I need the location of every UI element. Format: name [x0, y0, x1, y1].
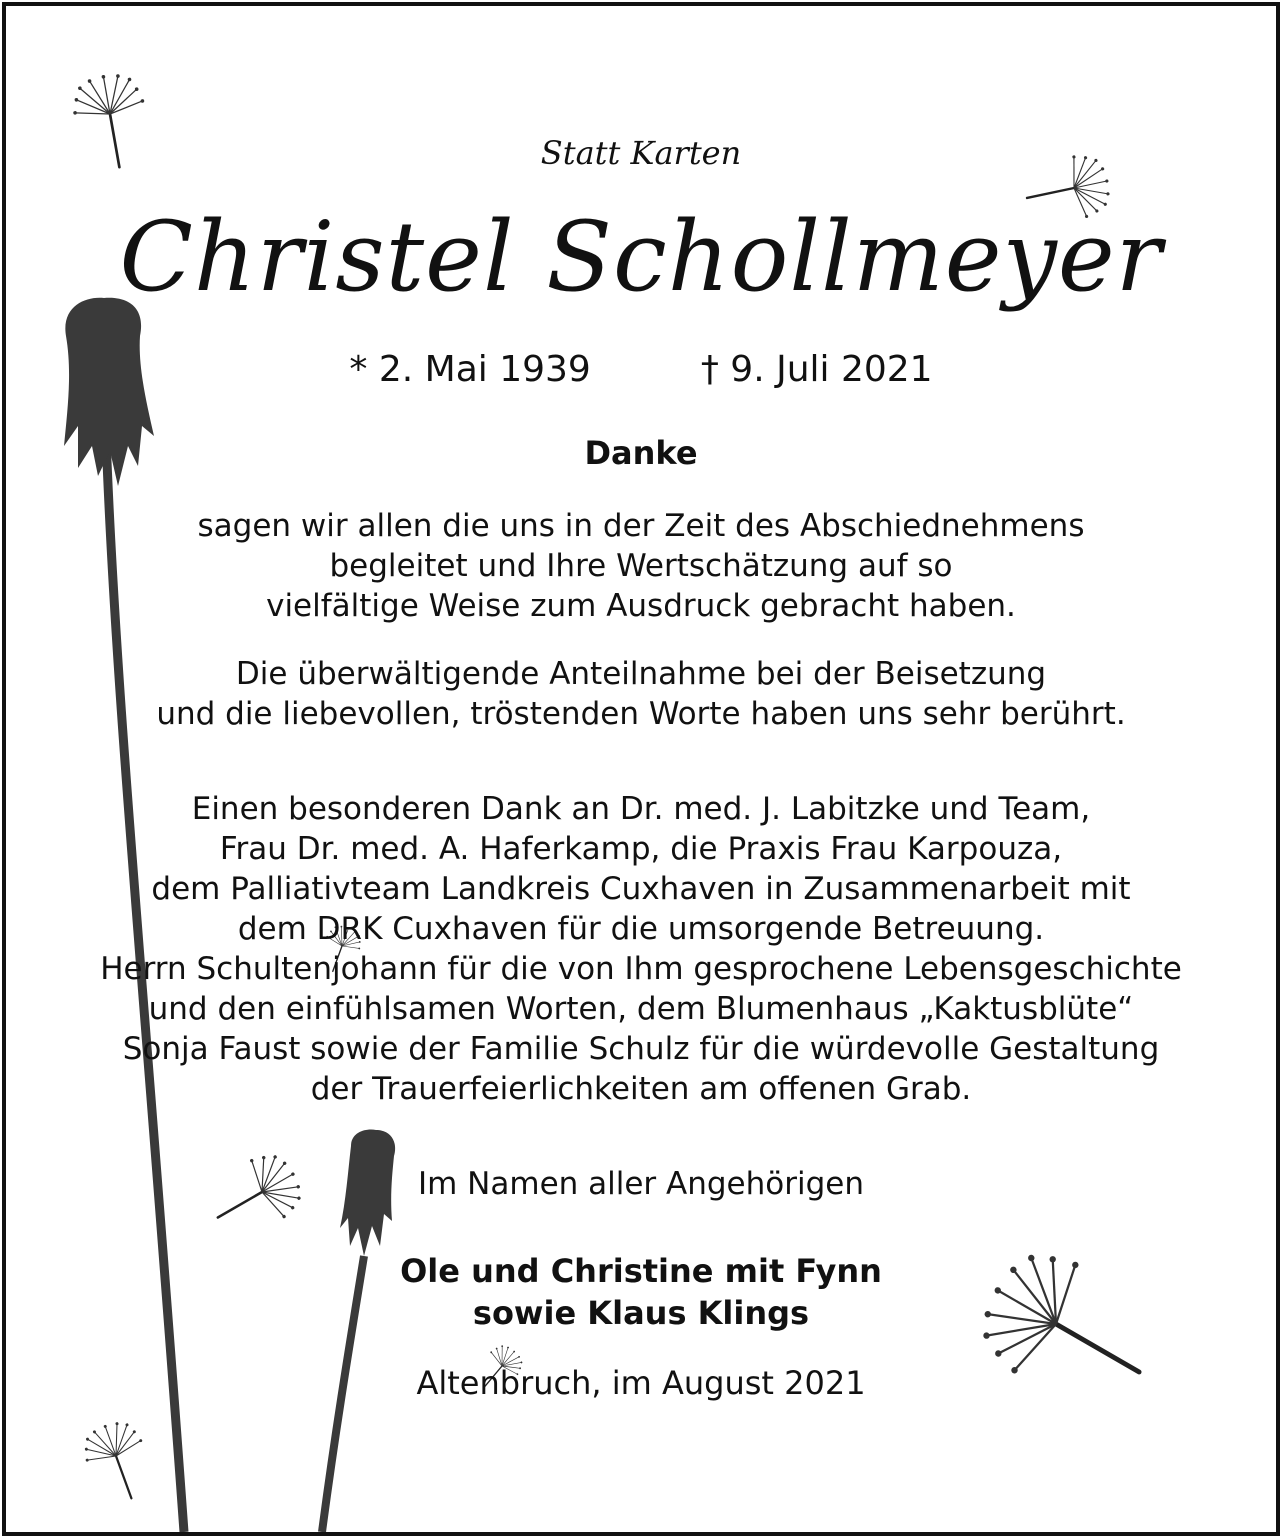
text-line: Frau Dr. med. A. Haferkamp, die Praxis Frau Karpouza, [219, 831, 1063, 867]
text-line: dem Palliativteam Landkreis Cuxhaven in Zusammenarbeit mit [151, 871, 1131, 907]
text-line: dem DRK Cuxhaven für die umsorgende Betreuung. [237, 911, 1045, 947]
life-dates [6, 349, 1276, 390]
paragraph-2 [6, 654, 1276, 734]
paragraph-3 [6, 789, 1276, 1109]
thanks-heading: Danke [584, 434, 698, 472]
signer-line: sowie Klaus Klings [472, 1294, 810, 1332]
text-line: sagen wir allen die uns in der Zeit des Abschiednehmens [197, 508, 1085, 544]
text-line: begleitet und Ihre Wertschätzung auf so [329, 548, 953, 584]
text-line: vielfältige Weise zum Ausdruck gebracht haben. [266, 588, 1016, 624]
dandelion-seed-icon [77, 1415, 160, 1509]
text-line: und den einfühlsamen Worten, dem Blumenhaus „Kaktusblüte“ [148, 991, 1134, 1027]
signers [6, 1250, 1276, 1334]
deceased-name: Christel Schollmeyer [119, 201, 1163, 313]
text-line: Sonja Faust sowie der Familie Schulz für die würdevolle Gestaltung [122, 1031, 1160, 1067]
text-line: Herrn Schultenjohann für die von Ihm gesprochene Lebensgeschichte [100, 951, 1182, 987]
text-line: und die liebevollen, tröstenden Worte haben uns sehr berührt. [156, 696, 1126, 732]
obituary-notice [2, 2, 1280, 1536]
death-date: † 9. Juli 2021 [700, 349, 933, 390]
place-date: Altenbruch, im August 2021 [416, 1364, 866, 1402]
text-line: Die überwältigende Anteilnahme bei der Beisetzung [235, 656, 1047, 692]
paragraph-1 [6, 506, 1276, 626]
kicker: Statt Karten [540, 134, 742, 172]
closing-intro: Im Namen aller Angehörigen [417, 1166, 865, 1202]
text-line: der Trauerfeierlichkeiten am offenen Grab. [310, 1071, 972, 1107]
signer-line: Ole und Christine mit Fynn [400, 1252, 882, 1290]
birth-date: * 2. Mai 1939 [349, 349, 591, 390]
text-line: Einen besonderen Dank an Dr. med. J. Labitzke und Team, [191, 791, 1091, 827]
